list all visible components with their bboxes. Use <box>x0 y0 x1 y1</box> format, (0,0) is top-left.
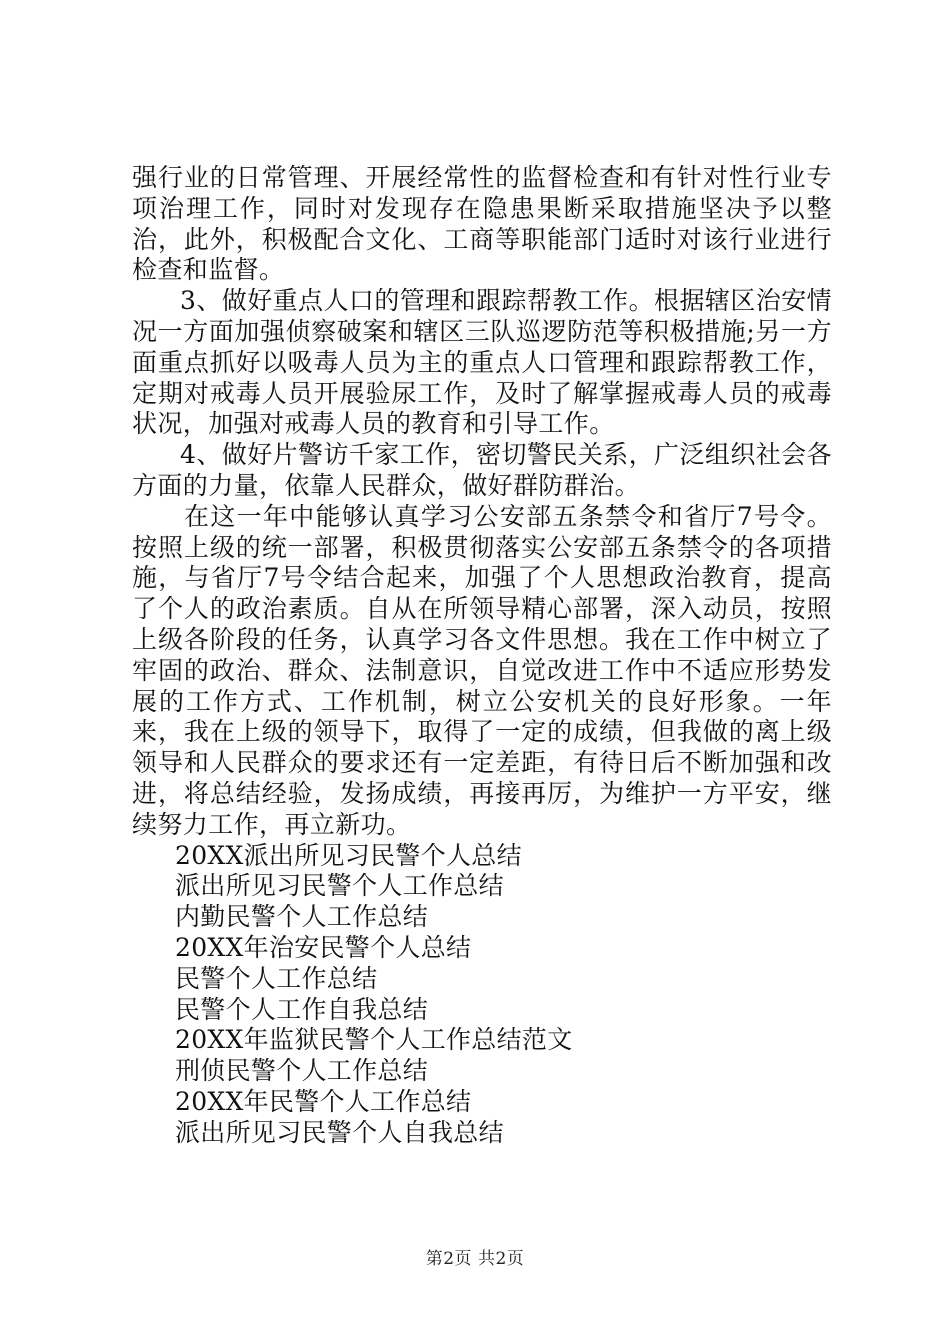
related-title: 20XX年民警个人工作总结 <box>175 1086 472 1116</box>
related-title: 民警个人工作总结 <box>175 963 378 993</box>
page-footer: 第2页 共2页 <box>425 1249 525 1269</box>
paragraph-continuation: 强行业的日常管理、开展经常性的监督检查和有针对性行业专项治理工作，同时对发现存在隐患果断采取措施坚决予以整治，此外，积极配合文化、工商等职能部门适时对该行业进行检查和监督。 <box>132 163 832 285</box>
related-title: 20XX年监狱民警个人工作总结范文 <box>175 1025 573 1055</box>
document-body <box>132 163 832 1149</box>
paragraph-item-4: 4、做好片警访千家工作，密切警民关系，广泛组织社会各方面的力量，依靠人民群众，做好群防群治。 <box>132 440 832 500</box>
related-title: 派出所见习民警个人自我总结 <box>175 1117 504 1147</box>
related-title: 内勤民警个人工作总结 <box>175 902 429 932</box>
related-title: 派出所见习民警个人工作总结 <box>175 871 504 901</box>
related-title: 刑侦民警个人工作总结 <box>175 1056 429 1086</box>
paragraph-summary: 在这一年中能够认真学习公安部五条禁令和省厅7号令。按照上级的统一部署，积极贯彻落实公安部五条禁令的各项措施，与省厅7号令结合起来，加强了个人思想政治教育，提高了个人的政治素质。自从在所领导精心部署，深入动员，按照上级各阶段的任务，认真学习各文件思想。我在工作中树立了牢固的政治、群众、法制意识，自觉改进工作中不适应形势发展的工作方式、工作机制，树立公安机关的良好形象。一年来，我在上级的领导下，取得了一定的成绩，但我做的离上级领导和人民群众的要求还有一定差距，有待日后不断加强和改进，将总结经验，发扬成绩，再接再厉，为维护一方平安，继续努力工作，再立新功。 <box>132 501 832 839</box>
related-title: 20XX年治安民警个人总结 <box>175 932 472 962</box>
paragraph-item-3: 3、做好重点人口的管理和跟踪帮教工作。根据辖区治安情况一方面加强侦察破案和辖区三队巡逻防范等积极措施;另一方面重点抓好以吸毒人员为主的重点人口管理和跟踪帮教工作，定期对戒毒人员开展验尿工作，及时了解掌握戒毒人员的戒毒状况，加强对戒毒人员的教育和引导工作。 <box>132 286 832 439</box>
related-title: 20XX派出所见习民警个人总结 <box>175 840 522 870</box>
related-title: 民警个人工作自我总结 <box>175 994 429 1024</box>
related-titles-list <box>132 841 832 1149</box>
